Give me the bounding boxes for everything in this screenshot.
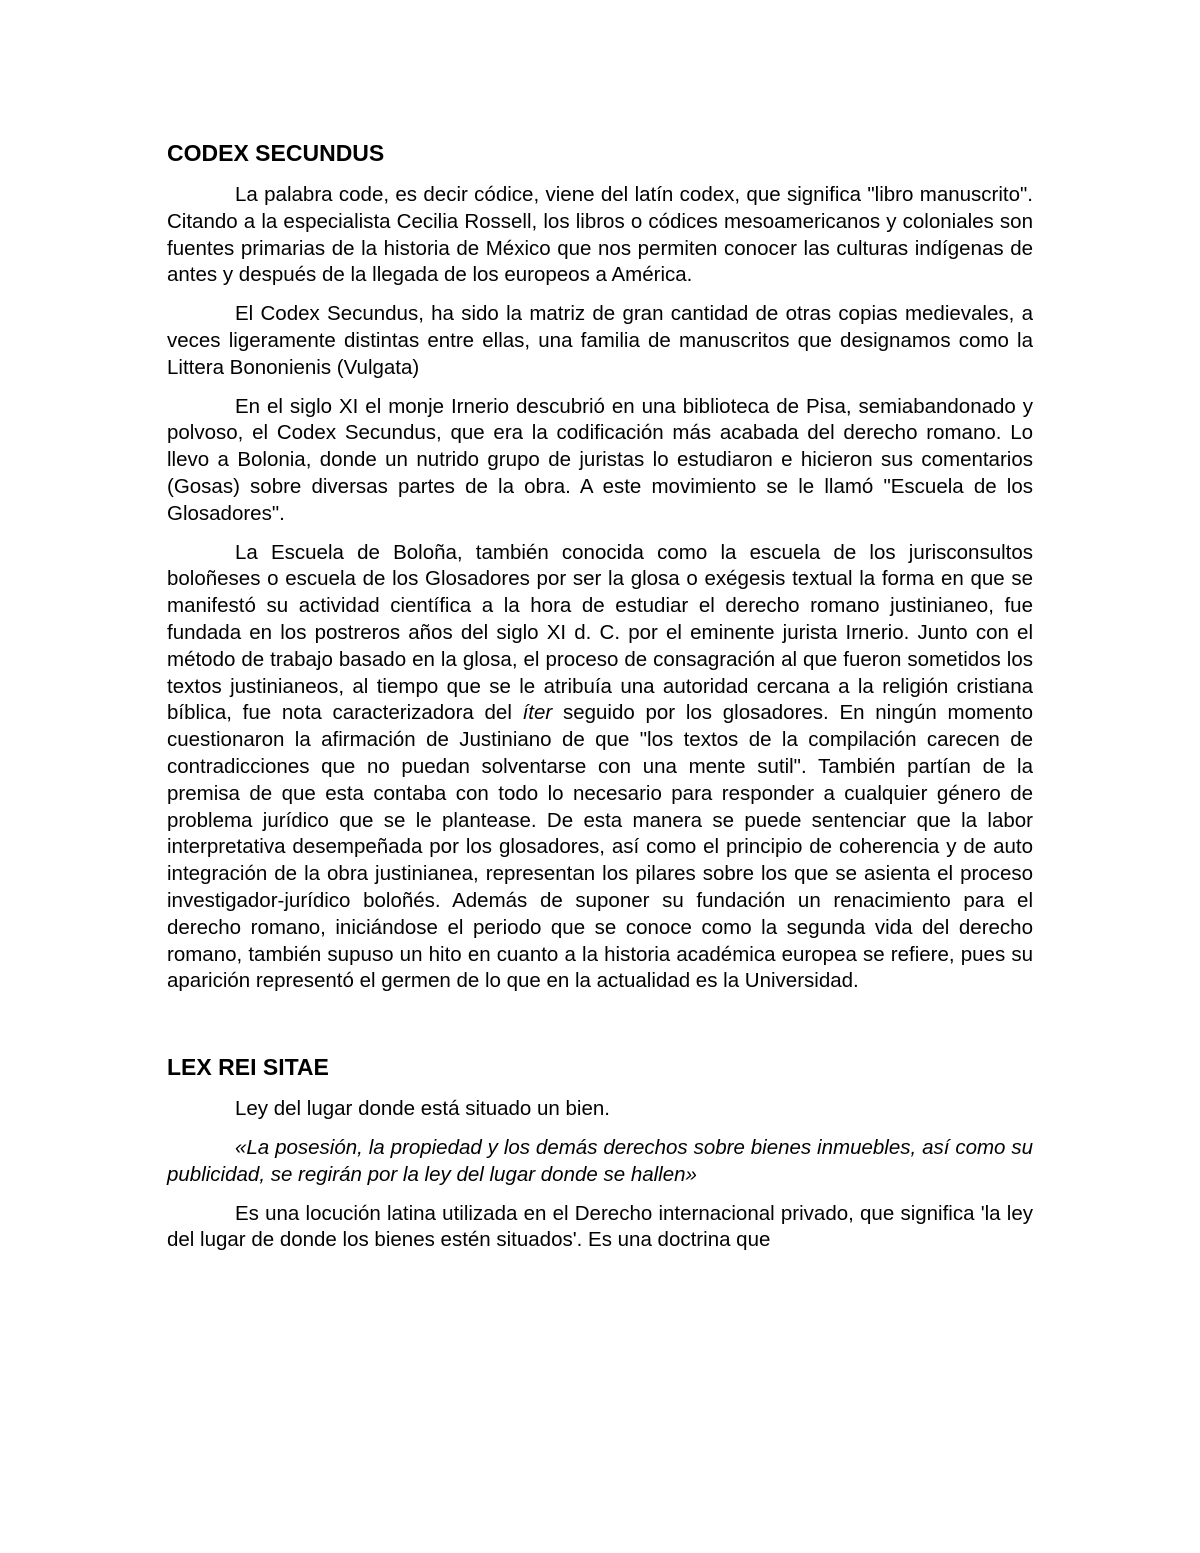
section-heading: CODEX SECUNDUS [167, 140, 385, 166]
paragraph: Ley del lugar donde está situado un bien. [235, 1097, 610, 1121]
document-page [167, 138, 1033, 1266]
section-codex-secundus [167, 138, 1033, 995]
paragraph: En el siglo XI el monje Irnerio descubrió en una biblioteca de Pisa, semiabandonado y polvoso, el Codex Secundus, que era la codificación más acabada del derecho romano. Lo llevo a Bolonia, donde un nutrido grupo de juristas lo estudiaron e hicieron sus comentarios (Gosas) sobre diversas partes de la obra. A este movimiento se le llamó "Escuela de los Glosadores". [167, 394, 1033, 525]
paragraph: Es una locución latina utilizada en el Derecho internacional privado, que significa 'la ley del lugar de donde los bienes estén situados'. Es una doctrina que [167, 1201, 1033, 1252]
paragraph: La palabra code, es decir códice, viene del latín codex, que significa "libro manuscrito". Citando a la especialista Cecilia Rossell, los libros o códices mesoamericanos y coloniales son fuentes primarias de la historia de México que nos permiten conocer las culturas indígenas de antes y después de la llegada de los europeos a América. [167, 183, 1033, 287]
paragraph-text: seguido por los glosadores. En ningún momento cuestionaron la afirmación de Justiniano de que "los textos de la compilación carecen de contradicciones que no puedan solventarse con una mente sutil". También partían de la premisa de que esta contaba con todo lo necesario para responder a cualquier género de problema jurídico que se le plantease. De esta manera se puede sentenciar que la labor interpretativa desempeñada por los glosadores, así como el principio de coherencia y de auto integración de la obra justinianea, representan los pilares sobre los que se asienta el proceso investigador-jurídico boloñés. Además de suponer su fundación un renacimiento para el derecho romano, iniciándose el periodo que se conoce como la segunda vida del derecho romano, también supuso un hito en cuanto a la historia académica europea se refiere, pues su aparición representó el germen de lo que en la actualidad es la Universidad. [167, 701, 1033, 993]
section-heading: LEX REI SITAE [167, 1054, 329, 1081]
paragraph-text: La Escuela de Boloña, también conocida como la escuela de los jurisconsultos boloñeses o escuela de los Glosadores por ser la glosa o exégesis textual la forma en que se manifestó su actividad científica a la hora de estudiar el derecho romano justinianeo, fue fundada en los postreros años del siglo XI d. C. por el eminente jurista Irnerio. Junto con el método de trabajo basado en la glosa, el proceso de consagración al que fueron sometidos los textos justinianeos, al tiempo que se le atribuía una autoridad cercana a la religión cristiana bíblica, fue nota caracterizadora del [167, 540, 1033, 725]
italic-term: íter [522, 701, 553, 725]
quote-paragraph: «La posesión, la propiedad y los demás derechos sobre bienes inmuebles, así como su publicidad, se regirán por la ley del lugar donde se hallen» [167, 1135, 1033, 1186]
paragraph: El Codex Secundus, ha sido la matriz de gran cantidad de otras copias medievales, a veces ligeramente distintas entre ellas, una familia de manuscritos que designamos como la Littera Bononienis (Vulgata) [167, 302, 1033, 379]
paragraph [167, 540, 1033, 996]
section-lex-rei-sitae [167, 1052, 1033, 1254]
